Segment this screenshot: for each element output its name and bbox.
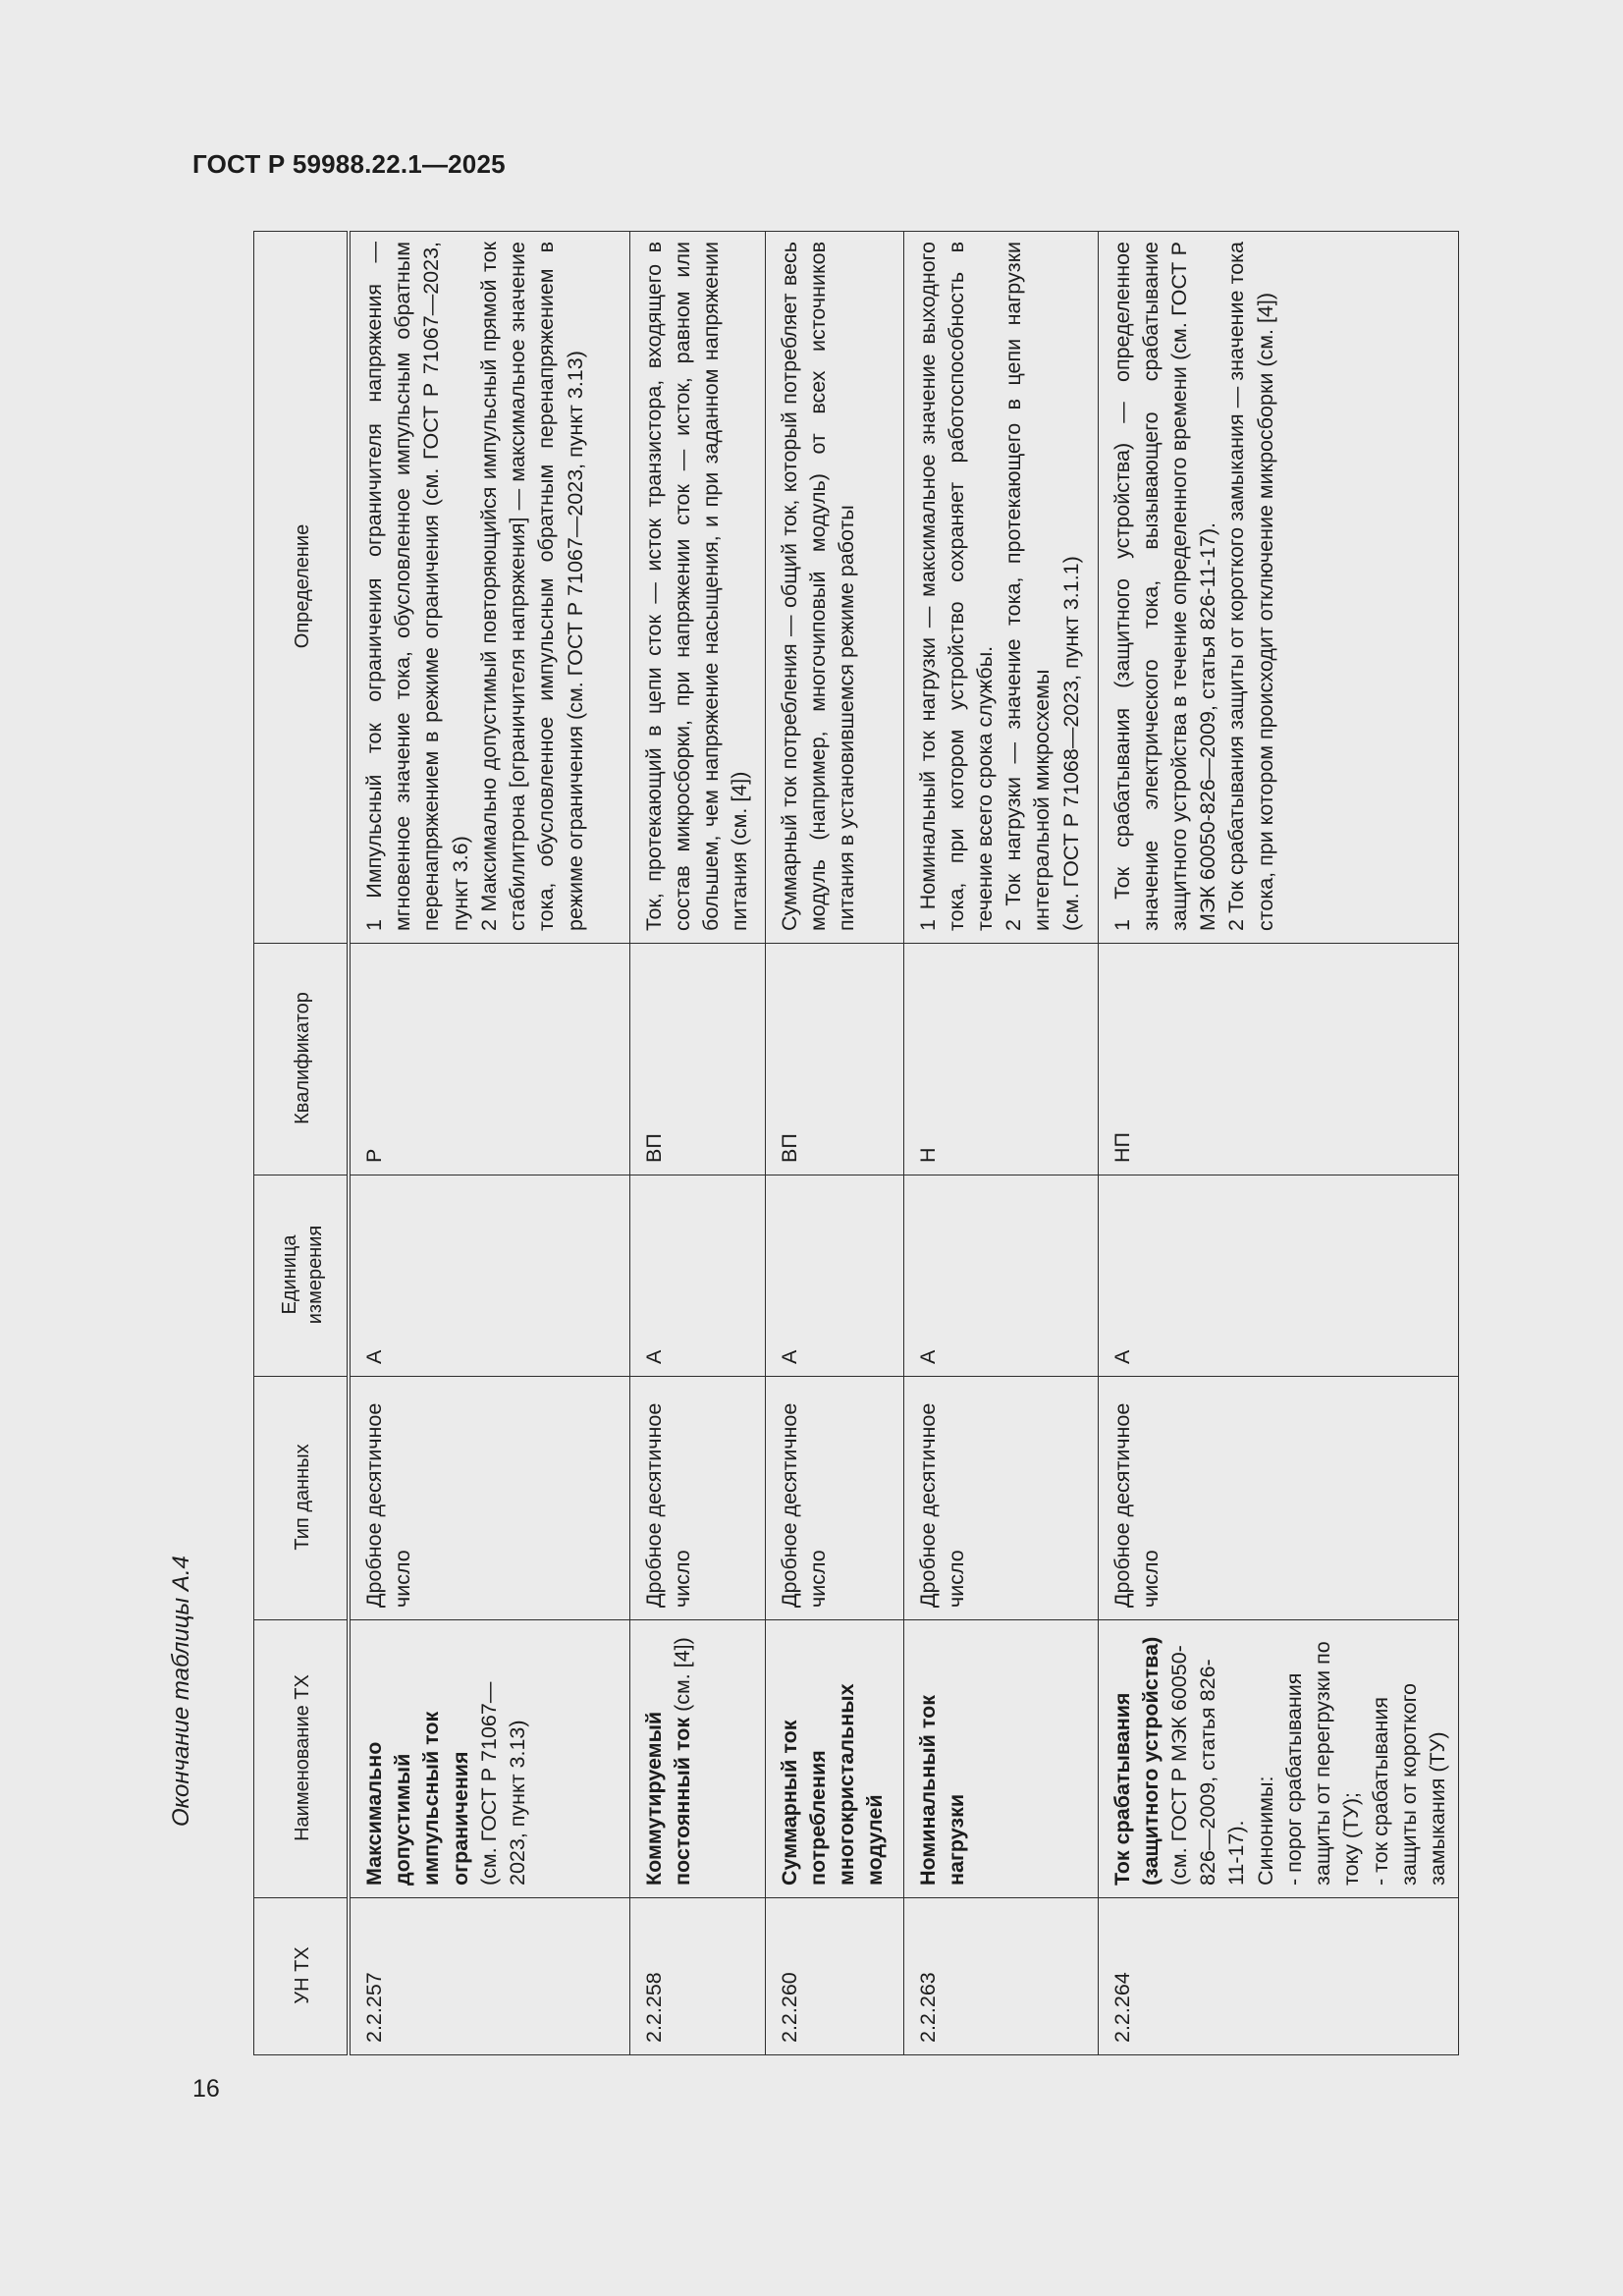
cell-un: 2.2.260: [765, 1898, 903, 2055]
cell-name: [1098, 1620, 1459, 1898]
col-header-definition: Определение: [254, 232, 350, 944]
cell-un: 2.2.258: [629, 1898, 765, 2055]
definition-paragraph: 1 Ток срабатывания (защитного устройства) — определенное значение электрического тока, вызывающего срабатывание защитного устройства в течение определенного времени (см. ГОСТ Р МЭК 60050-826—2009, статья 826-11-17).: [1109, 242, 1220, 931]
name-bold: Коммутируемый постоянный ток: [641, 1711, 694, 1886]
table-header-row: [254, 232, 350, 2055]
name-bold: Максимально допустимый импульсный ток ограничения: [362, 1711, 472, 1886]
cell-definition: [903, 232, 1098, 944]
cell-name: [629, 1620, 765, 1898]
definition-paragraph: 2 Ток нагрузки — значение тока, протекающего в цепи нагрузки интегральной микросхемы: [1001, 242, 1055, 931]
name-synonyms-label: Синонимы:: [1253, 1776, 1277, 1886]
cell-type: Дробное десятичное число: [629, 1377, 765, 1620]
cell-un: 2.2.264: [1098, 1898, 1459, 2055]
cell-definition: [765, 232, 903, 944]
table-row: [765, 232, 903, 2055]
cell-type: Дробное десятичное число: [1098, 1377, 1459, 1620]
cell-name: [349, 1620, 629, 1898]
cell-definition: [349, 232, 629, 944]
name-reference: (см. ГОСТ Р МЭК 60050-826—2009, статья 826-11-17).: [1166, 1645, 1249, 1886]
name-reference: (см. ГОСТ Р 71067—2023, пункт 3.13): [476, 1681, 530, 1886]
table-row: [903, 232, 1098, 2055]
characteristics-table: [253, 231, 1459, 2055]
cell-type: Дробное десятичное число: [903, 1377, 1098, 1620]
name-synonym: - ток срабатывания защиты от короткого замыкания (ТУ): [1368, 1683, 1450, 1886]
definition-paragraph: 2 Максимально допустимый повторяющийся импульсный прямой ток стабилитрона [ограничителя напряжения] — максимальное значение тока, обусловленное импульсным обратным перенапряжением в режиме ограничения (см. ГОСТ Р 71067—2023, пункт 3.13): [476, 242, 587, 931]
cell-unit: А: [629, 1175, 765, 1377]
col-header-name: Наименование ТХ: [254, 1620, 350, 1898]
document-header: ГОСТ Р 59988.22.1—2025: [192, 149, 506, 179]
table-continuation-label: Окончание таблицы А.4: [168, 1556, 194, 1827]
page-number: 16: [192, 2075, 220, 2103]
cell-qualifier: ВП: [629, 944, 765, 1175]
cell-definition: [629, 232, 765, 944]
definition-paragraph: Суммарный ток потребления — общий ток, который потребляет весь модуль (например, многочиповый модуль) от всех источников питания в установившемся режиме работы: [777, 242, 858, 931]
cell-unit: А: [903, 1175, 1098, 1377]
col-header-qualifier: Квалификатор: [254, 944, 350, 1175]
cell-unit: А: [765, 1175, 903, 1377]
definition-paragraph: 1 Номинальный ток нагрузки — максимальное значение выходного тока, при котором устройство сохраняет работоспособность в течение всего срока службы.: [915, 242, 997, 931]
cell-name: [903, 1620, 1098, 1898]
definition-paragraph: 1 Импульсный ток ограничения ограничителя напряжения — мгновенное значение тока, обусловленное импульсным обратным перенапряжением в режиме ограничения (см. ГОСТ Р 71067—2023, пункт 3.6): [362, 242, 472, 931]
col-header-un: УН ТХ: [254, 1898, 350, 2055]
cell-definition: [1098, 232, 1459, 944]
definition-paragraph: (см. ГОСТ Р 71068—2023, пункт 3.1.1): [1058, 556, 1083, 931]
cell-qualifier: ВП: [765, 944, 903, 1175]
definition-paragraph: 2 Ток срабатывания защиты от короткого замыкания — значение тока стока, при котором происходит отключение микросборки (см. [4]): [1224, 242, 1277, 931]
col-header-unit: Единица измерения: [254, 1175, 350, 1377]
name-reference: (см. [4]): [670, 1637, 694, 1712]
cell-type: Дробное десятичное число: [765, 1377, 903, 1620]
table-row: [349, 232, 629, 2055]
cell-un: 2.2.263: [903, 1898, 1098, 2055]
cell-qualifier: P: [349, 944, 629, 1175]
name-synonym: - порог срабатывания защиты от перегрузки по току (ТУ);: [1281, 1641, 1364, 1886]
name-bold: Номинальный ток нагрузки: [915, 1695, 968, 1886]
cell-name: [765, 1620, 903, 1898]
cell-qualifier: НП: [1098, 944, 1459, 1175]
table-row: [1098, 232, 1459, 2055]
cell-un: 2.2.257: [349, 1898, 629, 2055]
name-bold: Суммарный ток потребления многокристальных модулей: [777, 1683, 888, 1886]
cell-unit: А: [349, 1175, 629, 1377]
cell-unit: А: [1098, 1175, 1459, 1377]
cell-type: Дробное десятичное число: [349, 1377, 629, 1620]
definition-paragraph: Ток, протекающий в цепи сток — исток транзистора, входящего в состав микросборки, при напряжении сток — исток, равном или большем, чем напряжение насыщения, и при заданном напряжении питания (см. [4]): [641, 242, 752, 931]
name-bold: Ток срабатывания (защитного устройства): [1109, 1636, 1163, 1886]
col-header-type: Тип данных: [254, 1377, 350, 1620]
rotated-table-container: [253, 233, 1450, 2055]
cell-qualifier: Н: [903, 944, 1098, 1175]
table-row: [629, 232, 765, 2055]
